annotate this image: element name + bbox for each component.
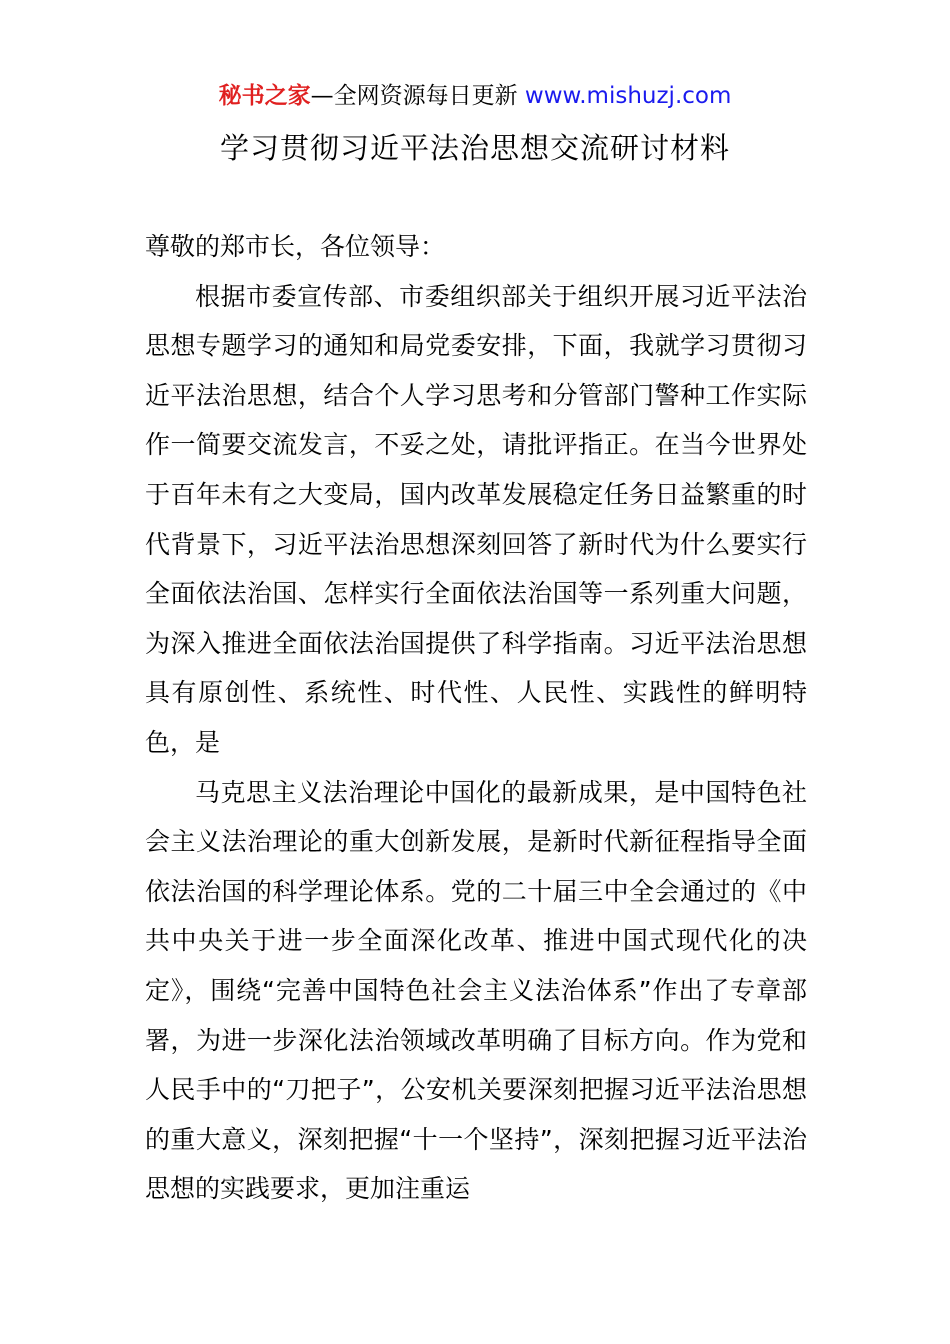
- document-body: [145, 222, 807, 1214]
- body-paragraph-1: 根据市委宣传部、市委组织部关于组织开展习近平法治思想专题学习的通知和局党委安排，下面，我就学习贯彻习近平法治思想，结合个人学习思考和分管部门警种工作实际作一简要交流发言，不妥之处，请批评指正。在当今世界处于百年未有之大变局，国内改革发展稳定任务日益繁重的时代背景下，习近平法治思想深刻回答了新时代为什么要实行全面依法治国、怎样实行全面依法治国等一系列重大问题，为深入推进全面依法治国提供了科学指南。习近平法治思想具有原创性、系统性、时代性、人民性、实践性的鲜明特色，是: [145, 281, 807, 757]
- salutation: 尊敬的郑市长，各位领导：: [145, 232, 446, 261]
- site-url-link[interactable]: www.mishuzj.com: [524, 83, 732, 109]
- site-header: [0, 80, 950, 112]
- body-paragraph-2: 马克思主义法治理论中国化的最新成果，是中国特色社会主义法治理论的重大创新发展，是新时代新征程指导全面依法治国的科学理论体系。党的二十届三中全会通过的《中共中央关于进一步全面深化改革、推进中国式现代化的决定》，围绕“完善中国特色社会主义法治体系”作出了专章部署，为进一步深化法治领域改革明确了目标方向。作为党和人民手中的“刀把子”，公安机关要深刻把握习近平法治思想的重大意义，深刻把握“十一个坚持”，深刻把握习近平法治思想的实践要求，更加注重运: [145, 777, 807, 1204]
- site-name: 秘书之家: [218, 83, 311, 109]
- site-tagline: —全网资源每日更新: [310, 83, 525, 109]
- document-title: 学习贯彻习近平法治思想交流研讨材料: [219, 131, 730, 165]
